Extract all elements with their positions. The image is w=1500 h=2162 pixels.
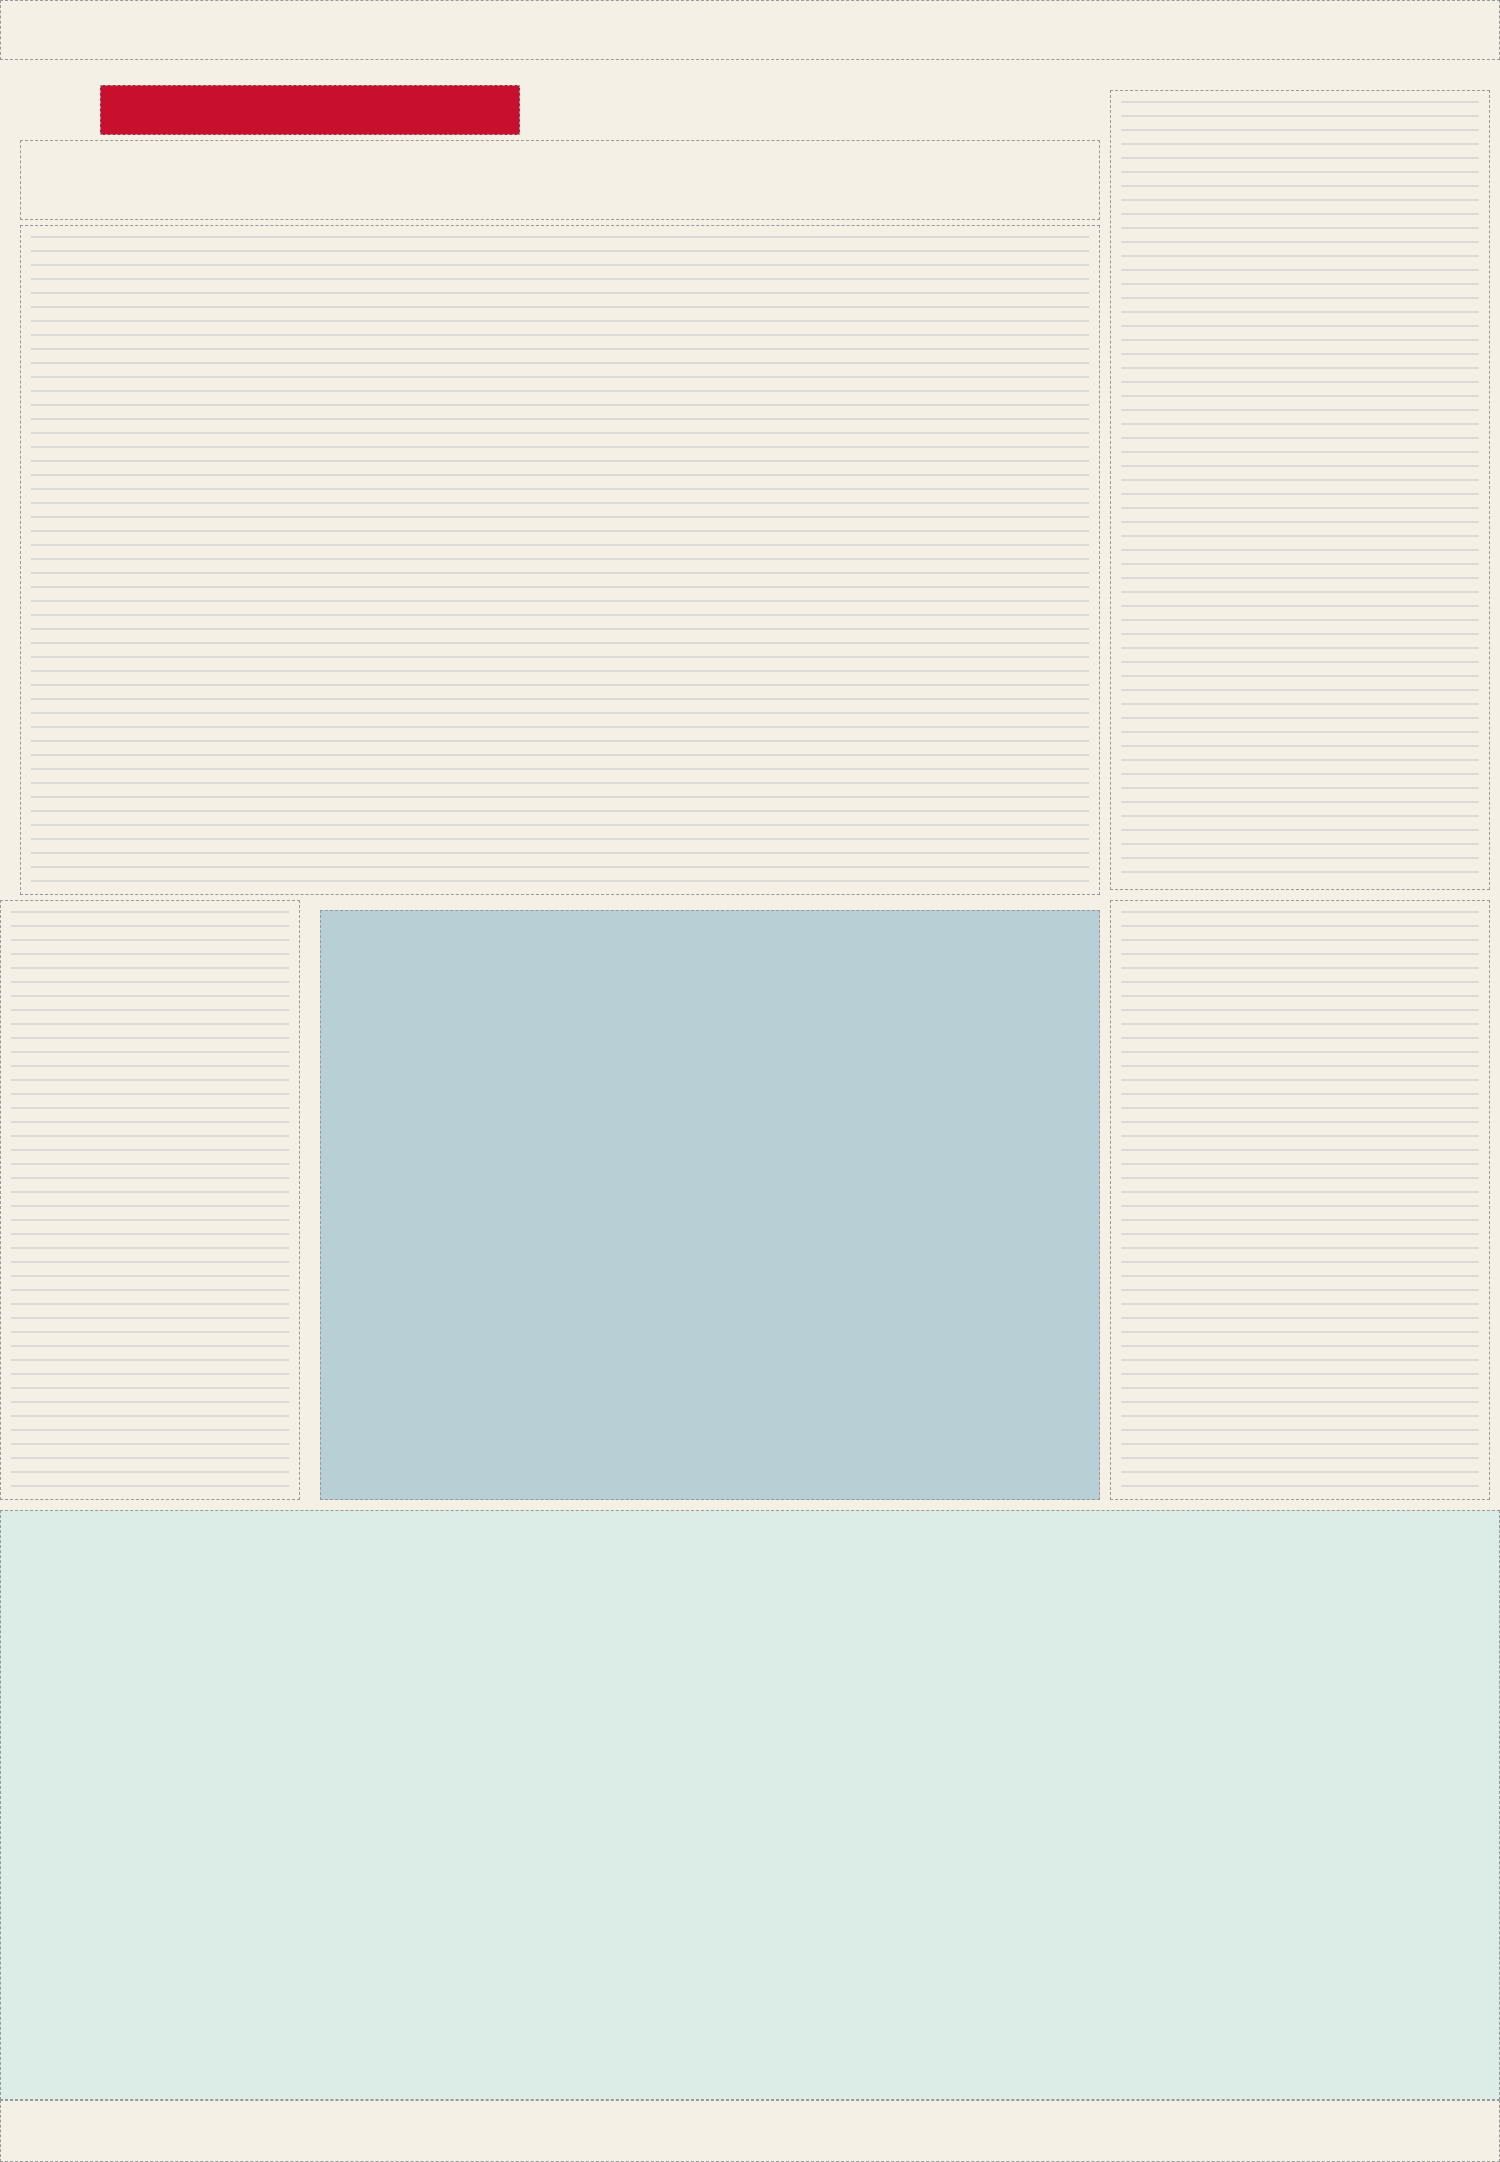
public-service-ad (0, 1510, 1500, 2100)
footer (0, 2100, 1500, 2162)
right-lower-article (1110, 900, 1490, 1500)
main-article-columns (20, 225, 1100, 895)
masthead (0, 0, 1500, 60)
right-column-top (1110, 90, 1490, 890)
headline-area (20, 140, 1100, 220)
section-banner (100, 85, 520, 135)
center-photo (320, 910, 1100, 1500)
left-lower-article (0, 900, 300, 1500)
